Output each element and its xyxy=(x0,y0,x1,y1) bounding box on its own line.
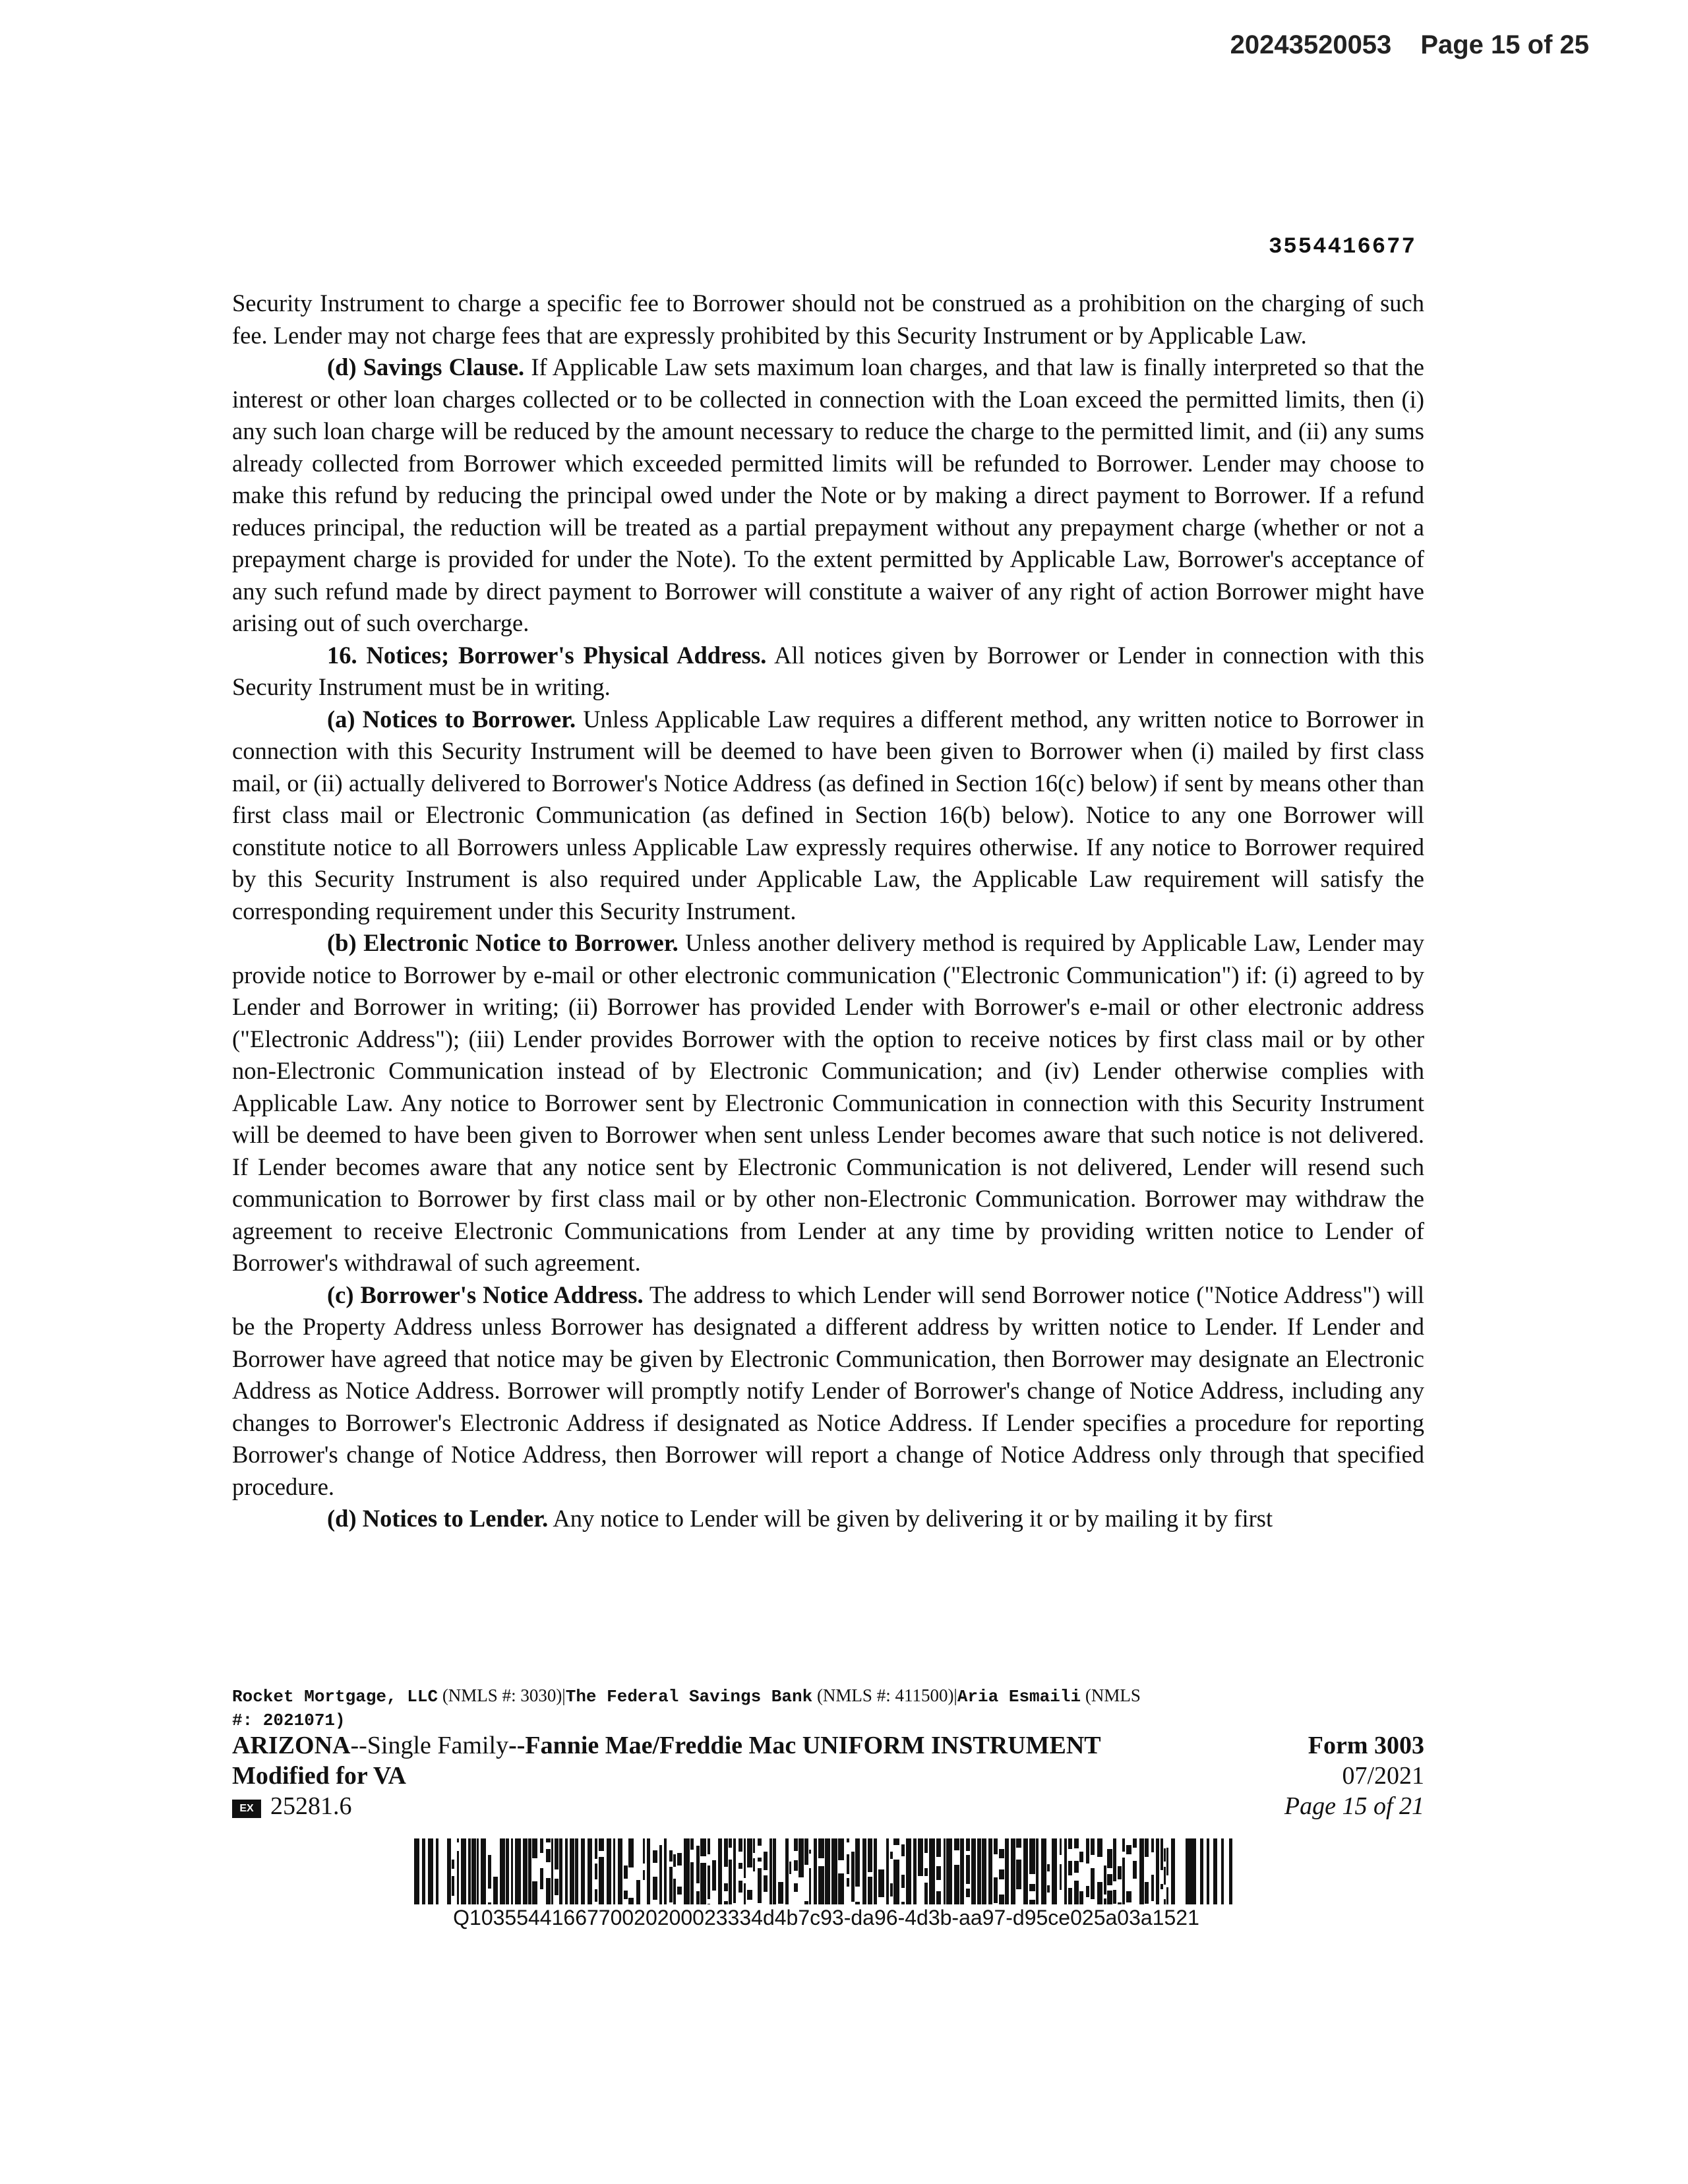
lender-name: Rocket Mortgage, LLC xyxy=(232,1687,438,1707)
paragraph-notices-to-lender: (d) Notices to Lender. Any notice to Lender will be given by delivering it or by mailing it by first xyxy=(327,1505,1273,1532)
paragraph-notices: 16. Notices; Borrower's Physical Address. All notices given by Borrower or Lender in connection with this Security Instrument must be in writing. xyxy=(232,641,1424,700)
ex-logo-icon: EX xyxy=(232,1800,261,1818)
modified-label: Modified for VA xyxy=(232,1762,406,1790)
section-heading: (d) Notices to Lender. xyxy=(327,1505,549,1532)
paragraph-continuation: Security Instrument to charge a specific fee to Borrower should not be construed as a prohibition on the charging of such fee. Lender may not charge fees that are expressly prohibited by this Security Instrument or by Applicable Law. xyxy=(232,289,1424,349)
paragraph-savings-clause: (d) Savings Clause. If Applicable Law sets maximum loan charges, and that law is finally interpreted so that the interest or other loan charges collected or to be collected in connection with the Loan exceed the permitted limits, then (i) any such loan charge will be reduced by the amount necessary to reduce the charge to the permitted limit, and (ii) any sums already collected from Borrower which exceeded permitted limits will be refunded to Borrower. Lender may choose to make this refund by reducing the principal owed under the Note or by making a direct payment to Borrower. If a refund reduces principal, the reduction will be treated as a partial prepayment without any prepayment charge (whether or not a prepayment charge is provided for under the Note). To the extent permitted by Applicable Law, Borrower's acceptance of any such refund made by direct payment to Borrower will constitute a waiver of any right of action Borrower might have arising out of such overcharge. xyxy=(232,353,1424,636)
originator-nmls: (NMLS xyxy=(1085,1685,1141,1705)
loan-number: 3554416677 xyxy=(1268,235,1416,260)
page-label: Page 15 of 25 xyxy=(1420,30,1589,59)
form-title xyxy=(232,1730,1221,1821)
paragraph-notice-address: (c) Borrower's Notice Address. The address to which Lender will send Borrower notice ("Notice Address") will be the Property Address unless Borrower has designated a different address by written notice to Lender. If Lender and Borrower have agreed that notice may be given by Electronic Communication, then Borrower may designate an Electronic Address as Notice Address. Borrower will promptly notify Lender of Borrower's change of Notice Address, including any changes to Borrower's Electronic Address if designated as Notice Address. If Lender specifies a procedure for reporting Borrower's change of Notice Address, then Borrower will report a change of Notice Address only through that specified procedure. xyxy=(232,1281,1424,1500)
form-number: Form 3003 xyxy=(1308,1732,1424,1759)
section-heading: (c) Borrower's Notice Address. xyxy=(327,1281,644,1308)
originator-name: Aria Esmaili xyxy=(957,1687,1081,1707)
form-page: Page 15 of 21 xyxy=(1284,1792,1424,1820)
lender-nmls: (NMLS #: 3030)| xyxy=(442,1685,566,1705)
property-type: --Single Family xyxy=(350,1732,509,1759)
doc-code: 25281.6 xyxy=(270,1792,352,1820)
section-heading: (a) Notices to Borrower. xyxy=(327,705,576,733)
barcode xyxy=(414,1838,1238,1930)
state-name: ARIZONA xyxy=(232,1732,351,1759)
paragraph-notices-to-borrower: (a) Notices to Borrower. Unless Applicable Law requires a different method, any written notice to Borrower in connection with this Security Instrument will be deemed to have been given to Borrower when (i) mailed by first class mail, or (ii) actually delivered to Borrower's Notice Address (as defined in Section 16(c) below) if sent by means other than first class mail or Electronic Communication (as defined in Section 16(b) below). Notice to any one Borrower will constitute notice to all Borrowers unless Applicable Law expressly requires otherwise. If any notice to Borrower required by this Security Instrument is also required under Applicable Law, the Applicable Law requirement will satisfy the corresponding requirement under this Security Instrument. xyxy=(232,705,1424,925)
form-info xyxy=(1284,1730,1424,1821)
lender-name: The Federal Savings Bank xyxy=(565,1687,813,1707)
section-heading: (b) Electronic Notice to Borrower. xyxy=(327,929,678,956)
form-date: 07/2021 xyxy=(1342,1762,1424,1790)
barcode-text: Q1035544166770020200023334d4b7c93-da96-4d3b-aa97-d95ce025a03a1521 xyxy=(453,1906,1199,1929)
recording-header xyxy=(1230,30,1589,60)
footer-lender-line xyxy=(232,1684,1424,1732)
section-heading: (d) Savings Clause. xyxy=(327,353,525,380)
recording-number: 20243520053 xyxy=(1230,30,1392,59)
barcode-icon xyxy=(414,1838,1238,1904)
lender-nmls: (NMLS #: 411500)| xyxy=(816,1685,957,1705)
paragraph-electronic-notice: (b) Electronic Notice to Borrower. Unless another delivery method is required by Applicable Law, Lender may provide notice to Borrower by e-mail or other electronic communication ("Electronic Communication") if: (i) agreed to by Lender and Borrower in writing; (ii) Borrower has provided Lender with Borrower's e-mail or other electronic address ("Electronic Address"); (iii) Lender provides Borrower with the option to receive notices by first class mail or by other non-Electronic Communication instead of by Electronic Communication; and (iv) Lender otherwise complies with Applicable Law. Any notice to Borrower sent by Electronic Communication in connection with this Security Instrument will be deemed to have been given to Borrower when sent unless Lender becomes aware that such notice is not delivered. If Lender becomes aware that any notice sent by Electronic Communication is not delivered, Lender will resend such communication to Borrower by first class mail or by other non-Electronic Communication. Borrower may withdraw the agreement to receive Electronic Communications from Lender at any time by providing written notice to Lender of Borrower's withdrawal of such agreement. xyxy=(232,929,1425,1276)
section-heading: 16. Notices; Borrower's Physical Address. xyxy=(327,641,767,669)
document-body xyxy=(232,288,1424,1535)
originator-nmls: #: 2021071) xyxy=(232,1711,346,1730)
instrument-name: --Fannie Mae/Freddie Mac UNIFORM INSTRUMENT xyxy=(508,1732,1101,1759)
